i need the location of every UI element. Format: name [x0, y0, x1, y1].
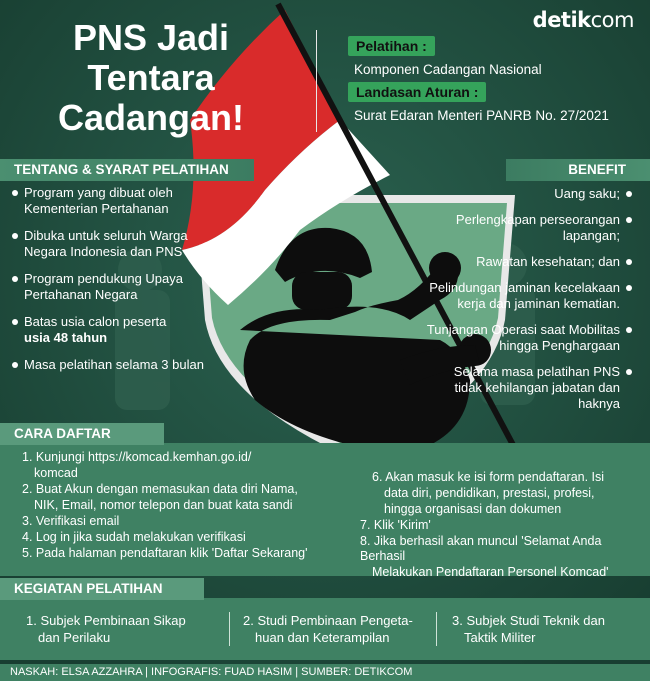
- list-item: Uang saku;: [424, 186, 634, 202]
- list-item: Selama masa pelatihan PNS tidak kehilangan jabatan dan haknya: [424, 364, 634, 412]
- list-item: Program pendukung Upaya Pertahanan Negara: [10, 271, 210, 303]
- credits-footer: NASKAH: ELSA AZZAHRA | INFOGRAFIS: FUAD HASIM | SUMBER: DETIKCOM: [0, 664, 650, 681]
- landasan-label: Landasan Aturan :: [348, 82, 486, 102]
- about-heading: TENTANG & SYARAT PELATIHAN: [0, 159, 254, 181]
- list-item: Program yang dibuat oleh Kementerian Pertahanan: [10, 185, 210, 217]
- list-item: Perlengkapan perseorangan lapangan;: [424, 212, 634, 244]
- kegiatan-item-3: 3. Subjek Studi Teknik dan Taktik Militer: [452, 613, 605, 645]
- benefit-list: [424, 186, 634, 422]
- list-item: NIK, Email, nomor telepon dan buat kata sandi: [34, 498, 293, 512]
- age-highlight: usia 48 tahun: [24, 330, 108, 345]
- list-item: komcad: [34, 466, 78, 480]
- list-item: Melakukan Pendaftaran Personel Komcad': [372, 565, 609, 579]
- title-divider: [316, 30, 317, 132]
- page-title: PNS Jadi Tentara Cadangan!: [57, 17, 244, 138]
- list-item: 4. Log in jika sudah melakukan verifikasi: [22, 530, 246, 544]
- pelatihan-block: [348, 36, 542, 77]
- list-item: Masa pelatihan selama 3 bulan: [10, 357, 210, 373]
- daftar-steps-right: [360, 470, 645, 581]
- list-item: 5. Pada halaman pendaftaran klik 'Daftar Sekarang': [22, 546, 308, 560]
- list-item: 6. Akan masuk ke isi form pendaftaran. Isi: [372, 470, 605, 484]
- daftar-heading: CARA DAFTAR: [0, 423, 164, 445]
- kegiatan-divider: [229, 612, 230, 646]
- detikcom-logo: detikcom: [532, 8, 634, 32]
- list-item: data diri, pendidikan, prestasi, profesi,: [384, 486, 595, 500]
- kegiatan-item-2: 2. Studi Pembinaan Pengeta- huan dan Keterampilan: [243, 613, 413, 645]
- list-item: 8. Jika berhasil akan muncul 'Selamat Anda Berhasil: [360, 534, 602, 563]
- list-item: Rawatan kesehatan; dan: [424, 254, 634, 270]
- list-item: Tunjangan Operasi saat Mobilitas hingga Penghargaan: [424, 322, 634, 354]
- benefit-heading: BENEFIT: [506, 159, 650, 181]
- about-list: [10, 185, 210, 384]
- daftar-steps-left: [22, 450, 352, 562]
- kegiatan-divider: [436, 612, 437, 646]
- pelatihan-value: Komponen Cadangan Nasional: [354, 62, 542, 77]
- list-item: 3. Verifikasi email: [22, 514, 120, 528]
- landasan-block: [348, 82, 609, 123]
- kegiatan-heading: KEGIATAN PELATIHAN: [0, 578, 204, 600]
- list-item: 2. Buat Akun dengan memasukan data diri Nama,: [22, 482, 298, 496]
- pelatihan-label: Pelatihan :: [348, 36, 435, 56]
- list-item: hingga organisasi dan dokumen: [384, 502, 562, 516]
- list-item: Dibuka untuk seluruh Warga Negara Indonesia dan PNS: [10, 228, 210, 260]
- list-item: 1. Kunjungi https://komcad.kemhan.go.id/: [22, 450, 252, 464]
- list-item: Pelindungan jaminan kecelakaan kerja dan jaminan kematian.: [424, 280, 634, 312]
- landasan-value: Surat Edaran Menteri PANRB No. 27/2021: [354, 108, 609, 123]
- list-item: Batas usia calon peserta usia 48 tahun: [10, 314, 210, 346]
- list-item: 7. Klik 'Kirim': [360, 518, 431, 532]
- kegiatan-item-1: 1. Subjek Pembinaan Sikap dan Perilaku: [26, 613, 186, 645]
